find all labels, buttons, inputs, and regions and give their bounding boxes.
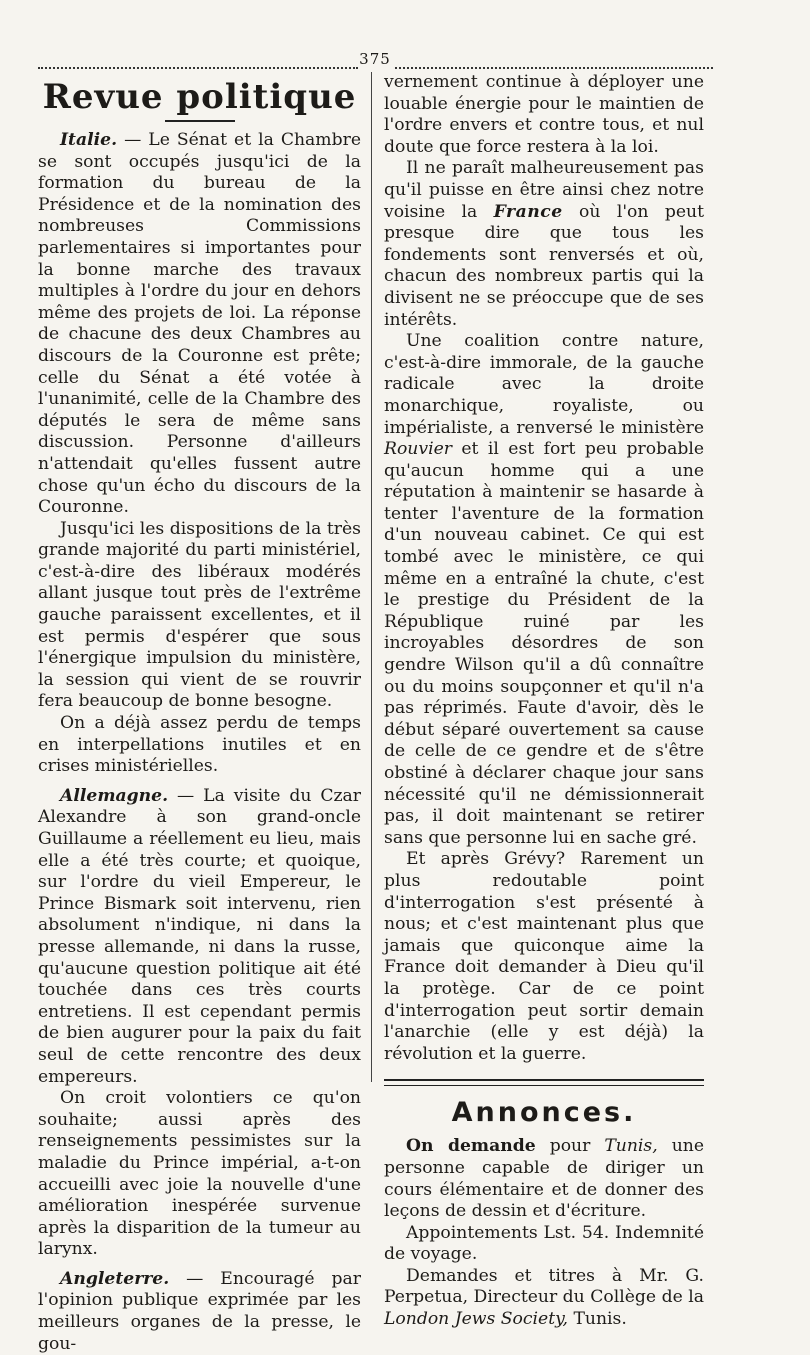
allemagne-paragraph-1 xyxy=(38,786,361,1088)
allemagne-text-1: — La visite du Czar Alexandre à son grand-oncle Guillaume a réellement eu lieu, mais elle a été très courte; et quoique, sur l'ordre du vieil Empereur, le Prince Bismark soit intervenu, rien absolument n'indique, ni dans la presse allemande, ni dans la russe, qu'aucune question politique ait été touchée dans ces très courts entretiens. Il est cependant permis de bien augurer pour la paix du fait seul de cette rencontre des deux empereurs. xyxy=(38,785,362,1087)
top-dotted-rule-left xyxy=(38,67,358,69)
italie-paragraph-1 xyxy=(38,130,361,519)
country-heading-italie: Italie. xyxy=(60,130,118,150)
spacer xyxy=(38,778,361,786)
annonce-contact-after: Tunis. xyxy=(573,1309,627,1330)
annonce-pour: pour xyxy=(549,1136,591,1157)
annonce-block xyxy=(384,1136,704,1330)
title-rule xyxy=(165,120,235,122)
italie-paragraph-2: Jusqu'ici les dispositions de la très grande majorité du parti ministériel, c'est-à-dire des libéraux modérés allant jusque tout près de l'extrême gauche paraissent excellentes, et il est permis d'espérer que sous l'énergique impulsion du ministère, la session qui vient de se rouvrir fera beaucoup de bonne besogne. xyxy=(38,518,361,712)
annonce-contact-before: Demandes et titres à Mr. G. Perpetua, Directeur du Collège de la xyxy=(384,1265,704,1308)
france-text-after: où l'on peut presque dire que tous les fondements sont renversés et où, chacun des nombreux partis qui la divisent ne se préoccupe que de ses intérêts. xyxy=(384,201,705,330)
annonce-lead: On demande xyxy=(406,1136,536,1157)
name-rouvier: Rouvier xyxy=(384,439,452,460)
right-paragraph-1: vernement continue à déployer une louable énergie pour le maintien de l'ordre envers et contre tous, et nul doute que force restera à la loi. xyxy=(384,72,704,157)
right-paragraph-2 xyxy=(384,158,704,331)
page-number: 375 xyxy=(359,50,391,68)
column-divider xyxy=(371,72,372,1082)
coalition-text-after: et il est fort peu probable qu'aucun homme qui a une réputation à maintenir se hasarde à tenter l'aventure de la formation d'un nouveau cabinet. Ce qui est tombé avec le ministère, ce qui même en a entraîné la chute, c'est le prestige du Président de la République ruiné par les incroyables désordres de son gendre Wilson qu'il a dû connaître ou du moins soupçonner et qu'il n'a pas réprimés. Faute d'avoir, dès le début séparé ouvertement sa cause de celle de ce gendre et de s'être obstiné à déclarer chaque jour sans nécessité qu'il ne démissionnerait pas, il doit maintenant se retirer sans que personne lui en sache gré. xyxy=(384,439,704,848)
annonce-text: une personne capable de diriger un cours élémentaire et de donner des leçons de dessin et d'écriture. xyxy=(384,1136,704,1222)
spacer xyxy=(38,1261,361,1269)
coalition-text-before: Une coalition contre nature, c'est-à-dire immorale, de la gauche radicale avec la droite monarchique, royaliste, ou impérialiste, a renversé le ministère xyxy=(384,331,704,438)
right-paragraph-4: Et après Grévy? Rarement un plus redoutable point d'interrogation s'est présenté à nous; et c'est maintenant plus que jamais que quiconque aime la France doit demander à Dieu qu'il la protège. Car de ce point d'interrogation peut sortir demain l'anarchie (elle y est déjà) la révolution et la guerre. xyxy=(384,849,704,1064)
country-heading-allemagne: Allemagne. xyxy=(60,785,169,806)
france-text-before: Il ne paraît malheureusement pas qu'il puisse en être ainsi chez notre voisine la xyxy=(384,158,704,222)
section-title: Revue politique xyxy=(42,77,357,117)
annonce-place: Tunis, xyxy=(604,1136,658,1157)
top-dotted-rule-right xyxy=(395,67,713,69)
italie-paragraph-3: On a déjà assez perdu de temps en interpellations inutiles et en crises ministérielles. xyxy=(38,713,361,777)
annonce-paragraph-1 xyxy=(384,1136,704,1222)
annonce-society: London Jews Society, xyxy=(384,1309,568,1330)
angleterre-text-1: — Encouragé par l'opinion publique exprimée par les meilleurs organes de la presse, le gou- xyxy=(38,1268,361,1354)
right-column xyxy=(384,72,704,1331)
annonces-title: Annonces. xyxy=(451,1097,637,1129)
right-paragraph-3 xyxy=(384,331,704,849)
left-column xyxy=(38,72,361,1355)
annonce-paragraph-3 xyxy=(384,1266,704,1331)
country-heading-angleterre: Angleterre. xyxy=(60,1268,170,1289)
annonce-paragraph-2: Appointements Lst. 54. Indemnité de voyage. xyxy=(384,1222,704,1265)
angleterre-paragraph-1 xyxy=(38,1269,361,1355)
allemagne-paragraph-2: On croit volontiers ce qu'on souhaite; aussi après des renseignements pessimistes sur la maladie du Prince impérial, a-t-on accueilli avec joie la nouvelle d'une amélioration inespérée survenue après la disparition de la tumeur au larynx. xyxy=(38,1088,361,1260)
country-heading-france: France xyxy=(493,201,563,222)
italie-text-1: — Le Sénat et la Chambre se sont occupés jusqu'ici de la formation du bureau de la Présidence et de la nomination des nombreuses Commissions parlementaires si importantes pour la bonne marche des travaux multiples à l'ordre du jour en dehors même des projets de loi. La réponse de chacune des deux Chambres au discours de la Couronne est prête; celle du Sénat a été votée à l'unanimité, celle de la Chambre des députés le sera de même sans discussion. Personne d'ailleurs n'attendait qu'elles fussent autre chose qu'un écho du discours de la Couronne. xyxy=(38,130,361,518)
section-separator xyxy=(384,1079,704,1086)
